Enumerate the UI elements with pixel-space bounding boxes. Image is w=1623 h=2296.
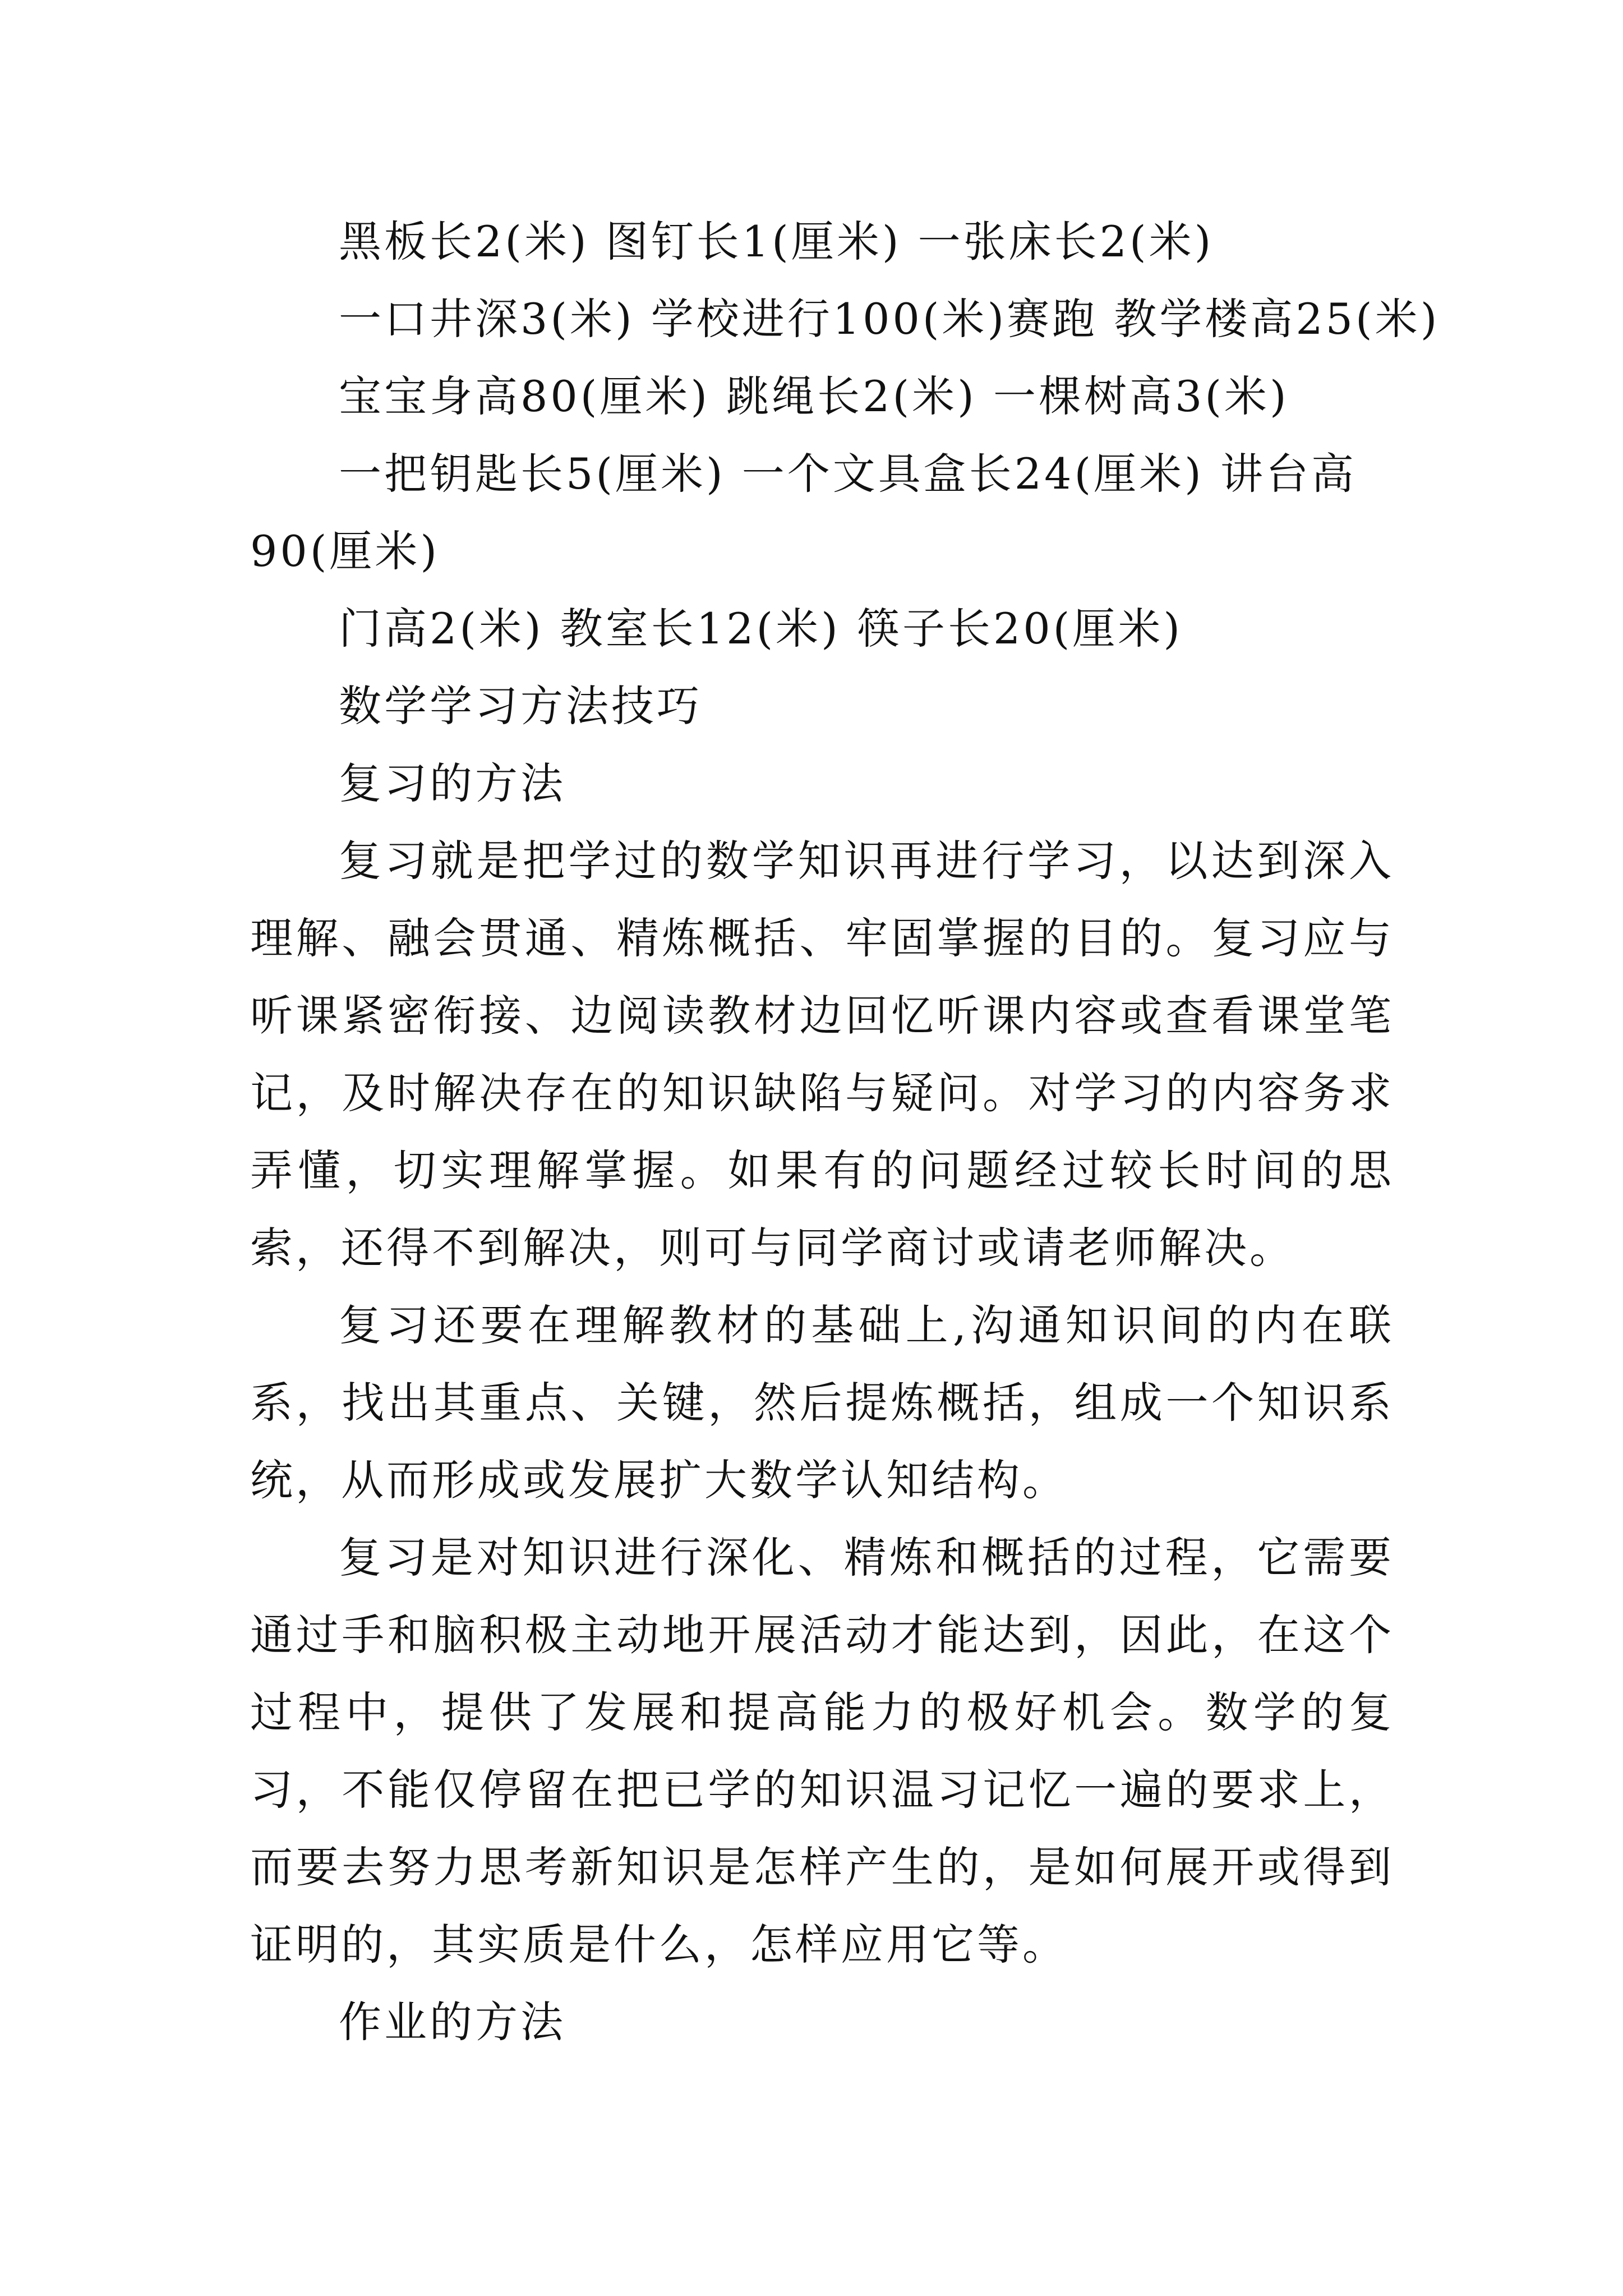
review-paragraph: 复习就是把学过的数学知识再进行学习，以达到深入理解、融会贯通、精炼概括、牢固掌握的目的。复习应与听课紧密衔接、边阅读教材边回忆听课内容或查看课堂笔记，及时解决存在的知识缺陷与疑问。对学习的内容务求弄懂，切实理解掌握。如果有的问题经过较长时间的思索，还得不到解决，则可与同学商讨或请老师解决。: [250, 836, 1394, 1273]
length-example-line: 一口井深3(米) 学校进行100(米)赛跑 教学楼高25(米): [339, 294, 1440, 344]
review-paragraph: 复习还要在理解教材的基础上,沟通知识间的内在联系，找出其重点、关键，然后提炼概括，组成一个知识系统，从而形成或发展扩大数学认知结构。: [250, 1300, 1394, 1505]
length-example-line: 一把钥匙长5(厘米) 一个文具盒长24(厘米) 讲台高: [339, 449, 1357, 499]
document-body: [250, 203, 1440, 2061]
length-example-line-continuation: 90(厘米): [250, 526, 440, 576]
review-paragraph: 复习是对知识进行深化、精炼和概括的过程，它需要通过手和脑积极主动地开展活动才能达到，因此，在这个过程中，提供了发展和提高能力的极好机会。数学的复习，不能仅停留在把已学的知识温习记忆一遍的要求上，而要去努力思考新知识是怎样产生的，是如何展开或得到证明的，其实质是什么，怎样应用它等。: [250, 1533, 1394, 1970]
section-title: 数学学习方法技巧: [339, 681, 702, 731]
review-heading: 复习的方法: [339, 758, 566, 808]
length-example-line: 门高2(米) 教室长12(米) 筷子长20(厘米): [339, 604, 1183, 654]
homework-heading: 作业的方法: [339, 1997, 566, 2047]
length-example-line: 宝宝身高80(厘米) 跳绳长2(米) 一棵树高3(米): [339, 371, 1289, 421]
length-example-line: 黑板长2(米) 图钉长1(厘米) 一张床长2(米): [339, 217, 1214, 266]
